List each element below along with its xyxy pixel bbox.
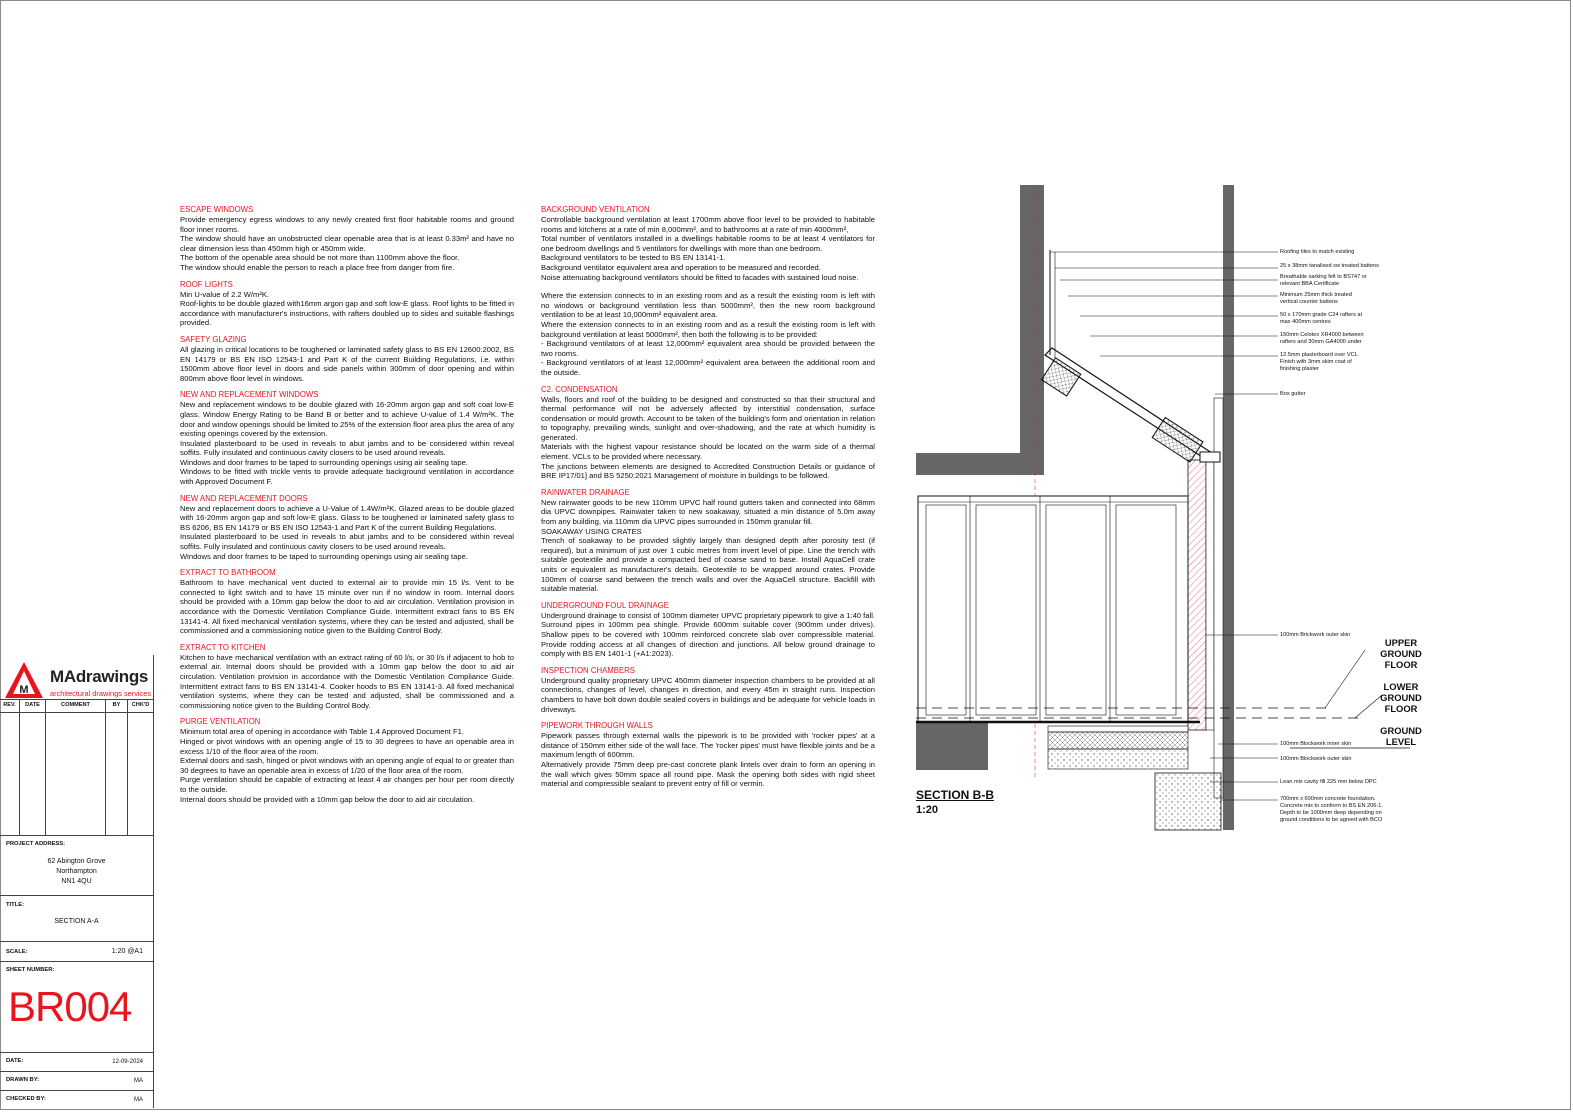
note-paragraph: Insulated plasterboard to be used in reveals to abut jambs and to be considered within reveal soffits. Fully insulated and continuous cavity closers to be used around reveals.	[180, 438, 514, 458]
note-paragraph: Noise attenuating background ventilators should be fitted to facades with sustained loud noise.	[541, 272, 859, 282]
callout-label: 700mm x 600mm concrete foundation. Concrete mix to conform to BS EN 206-1. Depth to be 1000mm deep depending on ground conditions to be agreed with BCO	[1280, 796, 1383, 823]
note-paragraph: The junctions between elements are designed to Accredited Construction Details or guidance of BRE IP17/01] and BS 5250:2021 Management of moisture in buildings to be followed.	[541, 461, 875, 481]
note-paragraph: Controllable background ventilation at least 1700mm above floor level to be provided to habitable rooms and kitchens at a rate of min 8,000mm², and to bathrooms at a rate of min 4000mm²,	[541, 215, 875, 234]
rev-col-comment: COMMENT	[46, 700, 106, 712]
note-paragraph: Purge ventilation should be capable of extracting at least 4 air changes per hour per room directly to the outside.	[180, 775, 514, 794]
section-title: SECTION B-B	[916, 788, 994, 802]
drawing-title: SECTION A-A	[54, 918, 99, 925]
scale-value: 1:20 @A1	[111, 948, 143, 955]
note-heading: PURGE VENTILATION	[180, 717, 261, 727]
note-paragraph: Internal doors should be provided with a 10mm gap below the door to aid air circulation.	[180, 794, 475, 804]
note-heading: ESCAPE WINDOWS	[180, 205, 254, 214]
note-paragraph: Kitchen to have mechanical ventilation with an extract rating of 60 l/s, or 30 l/s if adjacent to hob to external air. Internal doors should be provided with a 10mm gap below the door to aid air circulation. Ventilation provision in accordance with the Domestic Ventilation Compliance Guide. Intermittent extract fans to BS EN 13141-4. Cooker hoods to BS EN 13141-3. All fixed mechanical ventilation systems, where they can be tested and adjusted, shall be commissioned and a commissioning notice given to the Building Control Body.	[180, 652, 514, 710]
note-heading: SAFETY GLAZING	[180, 334, 247, 344]
existing-floor-slab	[916, 453, 1044, 475]
logo-triangle-icon	[4, 661, 44, 699]
callout-label: Lean mix cavity fill 225 mm below DPC	[1280, 779, 1377, 785]
note-heading: NEW AND REPLACEMENT WINDOWS	[180, 390, 319, 400]
note-section	[541, 601, 875, 659]
note-paragraph: Windows to be fitted with trickle vents to provide adequate background ventilation in accordance with Approved Document F.	[180, 467, 514, 487]
box-gutter	[1200, 452, 1220, 462]
brand-tagline: architectural drawings services	[50, 689, 152, 698]
revision-table-body	[0, 712, 153, 835]
note-paragraph: External doors and sash, hinged or pivot windows with an opening angle of equal to or greater than 30 degrees to have an openable area in excess of 1/20 of the floor area of the room.	[180, 756, 514, 775]
note-heading: INSPECTION CHAMBERS	[541, 665, 636, 675]
note-section	[541, 385, 875, 481]
note-section	[541, 488, 875, 594]
level-label-ground: GROUND LEVEL	[1380, 725, 1422, 747]
note-paragraph: The window should have an unobstructed clear openable area that is at least 0.33m² and have no clear dimension less than 450mm high or 450mm wide.	[180, 234, 514, 253]
note-section	[180, 280, 514, 328]
date-label: DATE:	[6, 1058, 24, 1064]
brand-name: MAdrawings	[50, 667, 149, 686]
company-logo	[4, 661, 154, 701]
date-value: 12-09-2024	[112, 1059, 143, 1065]
note-heading: RAINWATER DRAINAGE	[541, 487, 630, 497]
note-paragraph: Total number of ventilators installed in a dwellings habitable rooms to be at least 4 ventilators for one bedroom dwellings and 5 ventilators for dwellings with more than one bedroom.	[541, 234, 875, 253]
note-section	[180, 643, 514, 711]
note-paragraph: Hinged or pivot windows with an opening angle of 15 to 30 degrees to have an openable area in excess 1/10 of the floor area of the room.	[180, 736, 514, 756]
drawn-by-label: DRAWN BY:	[6, 1077, 40, 1083]
note-section	[541, 721, 875, 789]
callout-label: Box gutter	[1280, 391, 1306, 397]
note-paragraph: Materials with the highest vapour resistance should be located on the warm side of a thermal element. VCLs to be provided where necessary.	[541, 442, 875, 462]
callout-label: 100mm Blockwork inner skin	[1280, 741, 1352, 747]
level-label-lower: LOWER GROUND FLOOR	[1380, 681, 1422, 714]
note-paragraph: Minimum total area of opening in accordance with Table 1.4 Approved Document F1.	[180, 727, 464, 737]
sheet-number-label: SHEET NUMBER:	[6, 967, 55, 973]
note-section	[541, 666, 875, 714]
floor-slab	[1048, 749, 1188, 769]
checked-by-label: CHECKED BY:	[6, 1096, 46, 1102]
level-label-upper: UPPER GROUND FLOOR	[1380, 637, 1422, 670]
callout-label: 100mm Brickwork outer skin	[1280, 632, 1351, 638]
rev-col-chkd: CHK'D	[131, 702, 150, 708]
floor-insulation	[1048, 732, 1188, 749]
revision-header	[0, 699, 153, 713]
note-paragraph: Pipework passes through external walls the pipework is to be provided with 'rocker pipes' at a distance of 150mm either side of the wall face. The 'rocker pipes' must have flexible joints and be a maximum length of 600mm.	[541, 731, 875, 760]
callout-label: 25 x 38mm tanalised sw treated battens	[1280, 263, 1379, 269]
note-paragraph: New rainwater goods to be new 110mm UPVC half round gutters taken and connected into 68mm dia UPVC downpipes. Rainwater taken to new soakaway, situated a min distance of 5.0m away from any building, via 110mm dia UPVC pipes surrounded in 150mm granular fill.	[541, 497, 875, 527]
note-paragraph: Roof-lights to be double glazed with16mm argon gap and soft low-E glass. Roof lights to be fitted in accordance with manufacturer's instructions, with rafters doubled up to sides and suitable flashings provided.	[180, 299, 514, 328]
glazed-doors	[918, 496, 1188, 722]
note-paragraph: - Background ventilators of at least 12,000mm² equivalent area between the additional room and the outside.	[541, 358, 875, 377]
note-paragraph: SOAKAWAY USING CRATES	[541, 526, 642, 536]
note-section	[180, 205, 514, 273]
section-scale: 1:20	[916, 804, 939, 816]
drawn-by-value: MA	[134, 1078, 143, 1084]
note-paragraph: Provide emergency egress windows to any newly created first floor habitable rooms and ground floor inner rooms.	[180, 215, 514, 234]
note-paragraph: Min U-value of 2.2 W/m²K.	[180, 289, 270, 299]
note-paragraph: Alternatively provide 75mm deep pre-cast concrete plank lintels over drain to form an opening in the wall which gives 50mm space all round pipe. Mask the opening both sides with rigid sheet material and compressible sealant to prevent entry of fill or vermin.	[541, 759, 875, 789]
note-section	[180, 568, 514, 636]
sheet-number: BR004	[8, 983, 132, 1030]
callout-label: Roofing tiles to match existing	[1280, 249, 1355, 255]
note-paragraph: Bathroom to have mechanical vent ducted to external air to provide min 15 l/s. Vent to be connected to light switch and to have 15 minute over run if no window in room. Internal doors should be provided with a 10mm gap below the door to aid air circulation. Ventilation provision in accordance with the Domestic Ventilation Compliance Guide. Intermittent extract fans to BS EN 13141-4. All fixed mechanical ventilation systems, where they can be tested and adjusted, shall be commissioned and a commissioning notice given to the Building Control Body.	[180, 578, 514, 636]
note-heading: ROOF LIGHTS	[180, 279, 233, 289]
note-heading: EXTRACT TO KITCHEN	[180, 642, 266, 652]
note-paragraph: Windows and door frames to be taped to surrounding openings using air sealing tape.	[180, 457, 468, 467]
title-block	[0, 655, 154, 1108]
note-paragraph: Underground drainage to consist of 100mm diameter UPVC proprietary pipework to give a 1:40 fall. Surround pipes in 100mm pea shingle. Provide 600mm suitable cover (900mm under drives). Shallow pipes to be covered with 100mm reinforced concrete slab over compressible material. Provide rodding access at all changes of direction and junctions. All below ground drainage to comply with BS EN 1401-1 (+A1:2023).	[541, 610, 875, 659]
note-paragraph: Insulated plasterboard to be used in reveals to abut jambs and to be considered within reveal soffits. Fully insulated and continuous cavity closers to be used around reveals.	[180, 532, 514, 552]
rev-col-rev: REV.	[0, 700, 20, 712]
brick-outer-skin	[1188, 460, 1206, 730]
callout-label: 100mm Blockwork outer skin	[1280, 756, 1352, 762]
note-paragraph: The bottom of the openable area should be not more than 1100mm above the floor.	[180, 253, 460, 263]
existing-foundation	[916, 722, 988, 770]
rev-col-by: BY	[106, 700, 128, 712]
note-heading: PIPEWORK THROUGH WALLS	[541, 721, 653, 731]
notes-column-1	[180, 205, 514, 811]
callout-label: Minimum 25mm thick treated vertical counter battens	[1280, 292, 1352, 305]
checked-by-value: MA	[134, 1097, 143, 1103]
note-section	[180, 717, 514, 804]
note-heading: BACKGROUND VENTILATION	[541, 205, 650, 214]
note-paragraph: Trench of soakaway to be provided slightly largely than designed depth after porosity test (if required), but a minimum of just over 1 cubic metres from invert level of pipe. Line the trench with suitable geotextile and provide a compacted bed of coarse sand to base. Install AquaCell crate units or equivalent as manufacturer's details. Geotextile to be wrapped around crates. Provide 100mm of coarse sand between the trench walls and over the AquaCell structure. Backfill with suitable material.	[541, 536, 875, 594]
callout-label: Breathable sarking felt to BS747 or relevant BBA Certificate	[1280, 274, 1367, 287]
note-paragraph: All glazing in critical locations to be toughened or laminated safety glass to BS EN 12600:2002, BS EN 14179 or BS EN ISO 12543-1 and Part K of the current Building Regulations, i.e. within 1500mm above floor level in doors and side panels within 300mm of door opening and within 800mm above floor level in windows.	[180, 344, 514, 383]
project-address-label: PROJECT ADDRESS:	[6, 841, 66, 847]
title-label: TITLE:	[6, 902, 25, 908]
callout-label: 50 x 170mm grade C24 rafters at max 400mm centres	[1280, 312, 1363, 325]
concrete-foundation	[1155, 773, 1221, 830]
note-paragraph: The window should enable the person to reach a place free from danger from fire.	[180, 262, 455, 272]
note-paragraph: Background ventilators to be tested to BS EN 13141-1.	[541, 253, 726, 263]
party-wall	[1223, 185, 1234, 830]
note-heading: NEW AND REPLACEMENT DOORS	[180, 493, 308, 503]
existing-wall	[1020, 185, 1044, 475]
note-paragraph: New and replacement doors to achieve a U-Value of 1.4W/m²K. Glazed areas to be double glazed with 16-20mm argon gap and soft low-E glass. Glass to be toughened or laminated safety glass to BS 6206, BS EN 14179 or BS EN ISO 12543-1 and Part K of the current Building Regulations.	[180, 503, 514, 532]
note-paragraph: Windows and door frames to be taped to surrounding openings using air sealing tape.	[180, 551, 468, 561]
callout-label: 150mm Celotex XR4000 between rafters and 30mm GA4000 under	[1280, 332, 1364, 345]
rev-col-date: DATE	[20, 700, 46, 712]
scale-label: SCALE:	[6, 949, 28, 955]
callout-label: 12.5mm plasterboard over VCL. Finish with 3mm skim coat of finishing plaster	[1280, 352, 1360, 372]
note-section	[541, 205, 875, 378]
svg-text:M: M	[19, 684, 29, 696]
note-heading: EXTRACT TO BATHROOM	[180, 568, 276, 578]
note-paragraph: Underground quality proprietary UPVC 450mm diameter inspection chambers to be provided at all connections, changes of level, changes in direction, and every 45m in straight runs. Inspection chambers to have bolt down double sealed covers in buildings and be adequate for vehicle loads in driveways.	[541, 675, 875, 714]
note-section	[180, 335, 514, 383]
note-paragraph: Background ventilator equivalent area and operation to be measured and recorded.	[541, 262, 821, 272]
note-paragraph: Walls, floors and roof of the building to be designed and constructed so that their structural and thermal performance will not be adversely affected by interstitial condensation, surface condensation or mould growth. Account to be taken of the building's form and orientation in relation to topography, prevailing winds, sunlight and over-shadowing, and the rate at which humidity is generated.	[541, 394, 875, 442]
note-paragraph: New and replacement windows to be double glazed with 16-20mm argon gap and soft coat low-E glass. Window Energy Rating to be Band B or better and to achieve U-value of 1.4 W/m²K. The door and window openings should be limited to 25% of the extension floor area plus the area of any existing openings covered by the extension.	[180, 400, 514, 439]
note-heading: C2. CONDENSATION	[541, 384, 618, 394]
note-paragraph: Where the extension connects to in an existing room and as a result the existing room is left with background ventilation at least 5000mm², then both the following is to be provided:	[541, 319, 875, 339]
project-address: 62 Abington Grove Northampton NN1 4QU	[47, 858, 106, 885]
note-section	[180, 494, 514, 562]
note-heading: UNDERGROUND FOUL DRAINAGE	[541, 600, 669, 610]
note-paragraph: - Background ventilators of at least 12,000mm² equivalent area should be provided between the two rooms.	[541, 339, 875, 358]
note-paragraph: Where the extension connects to in an existing room and as a result the existing room is left with no windows or background ventilation less than 5000mm², then the new room background ventilation to be at least 10,000mm² equivalent area.	[541, 291, 875, 320]
note-section	[180, 390, 514, 486]
notes-column-2	[541, 205, 875, 796]
